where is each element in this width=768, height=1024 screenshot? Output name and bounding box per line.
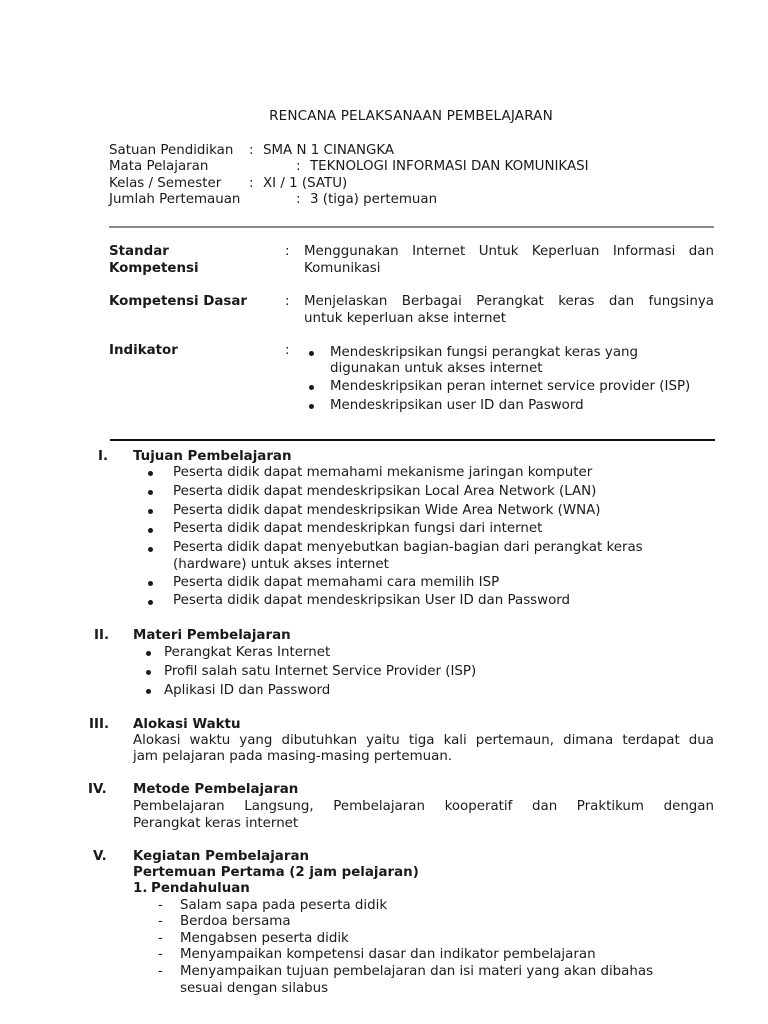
kd-text: untuk keperluan akse internet — [304, 311, 507, 326]
materi-item: Perangkat Keras Internet — [164, 645, 331, 660]
bullet-icon — [148, 600, 153, 605]
identity-label-satuan: Satuan Pendidikan — [109, 143, 234, 158]
identity-sep: : — [249, 176, 254, 191]
tujuan-item: Peserta didik dapat menyebutkan bagian-bagian dari perangkat keras — [173, 540, 643, 555]
section-numeral: III. — [89, 717, 110, 732]
identity-sep: : — [249, 143, 254, 158]
identity-value-kelas: XI / 1 (SATU) — [263, 176, 348, 191]
section-heading: Materi Pembelajaran — [133, 628, 291, 643]
step-label: Pendahuluan — [151, 881, 250, 896]
identity-sep: : — [296, 192, 301, 207]
bullet-icon — [309, 404, 314, 409]
tujuan-item: Peserta didik dapat mendeskripsikan Local Area Network (LAN) — [173, 484, 597, 499]
indikator-sep: : — [285, 343, 290, 358]
meeting-subheading: Pertemuan Pertama (2 jam pelajaran) — [133, 865, 419, 880]
bullet-icon — [309, 385, 314, 390]
identity-value-mapel: TEKNOLOGI INFORMASI DAN KOMUNIKASI — [310, 159, 589, 174]
section-numeral: II. — [94, 628, 110, 643]
bullet-icon — [148, 490, 153, 495]
kegiatan-item: Salam sapa pada peserta didik — [180, 898, 388, 913]
divider-main — [110, 439, 715, 441]
standar-label: Standar — [109, 244, 169, 259]
dash-icon: - — [158, 964, 163, 979]
dash-icon: - — [158, 914, 163, 929]
standar-sep: : — [285, 244, 290, 259]
indikator-item: digunakan untuk akses internet — [330, 361, 543, 376]
tujuan-item: Peserta didik dapat mendeskripsikan Wide Area Network (WNA) — [173, 503, 601, 518]
standar-text: Menggunakan Internet Untuk Keperluan Informasi dan — [304, 244, 714, 259]
section-heading: Kegiatan Pembelajaran — [133, 849, 310, 864]
identity-sep: : — [296, 159, 301, 174]
bullet-icon — [148, 581, 153, 586]
kegiatan-item: Berdoa bersama — [180, 914, 291, 929]
identity-value-jumlah: 3 (tiga) pertemuan — [310, 192, 438, 207]
bullet-icon — [148, 509, 153, 514]
section-numeral: I. — [98, 449, 109, 464]
indikator-item: Mendeskripsikan fungsi perangkat keras yang — [330, 345, 639, 360]
standar-text: Komunikasi — [304, 261, 381, 276]
dash-icon: - — [158, 898, 163, 913]
section-heading: Tujuan Pembelajaran — [133, 449, 292, 464]
tujuan-item: (hardware) untuk akses internet — [173, 557, 389, 572]
kegiatan-item: Menyampaikan kompetensi dasar dan indikator pembelajaran — [180, 947, 596, 962]
alokasi-text: jam pelajaran pada masing-masing pertemuan. — [133, 749, 453, 764]
bullet-icon — [148, 471, 153, 476]
dash-icon: - — [158, 947, 163, 962]
materi-item: Profil salah satu Internet Service Provider (ISP) — [164, 664, 477, 679]
section-numeral: IV. — [88, 782, 107, 797]
bullet-icon — [309, 351, 314, 356]
standar-label: Kompetensi — [109, 261, 199, 276]
section-numeral: V. — [93, 849, 107, 864]
metode-text: Perangkat keras internet — [133, 816, 299, 831]
kd-label: Kompetensi Dasar — [109, 294, 247, 309]
indikator-item: Mendeskripsikan peran internet service provider (ISP) — [330, 379, 691, 394]
tujuan-item: Peserta didik dapat memahami cara memilih ISP — [173, 575, 500, 590]
indikator-item: Mendeskripsikan user ID dan Pasword — [330, 398, 584, 413]
document-title: RENCANA PELAKSANAAN PEMBELAJARAN — [269, 108, 553, 124]
identity-value-satuan: SMA N 1 CINANGKA — [263, 143, 395, 158]
tujuan-item: Peserta didik dapat mendeskripkan fungsi dari internet — [173, 521, 543, 536]
kegiatan-item: Menyampaikan tujuan pembelajaran dan isi materi yang akan dibahas — [180, 964, 654, 979]
bullet-icon — [148, 547, 153, 552]
identity-label-jumlah: Jumlah Pertemauan — [109, 192, 241, 207]
tujuan-item: Peserta didik dapat memahami mekanisme jaringan komputer — [173, 465, 593, 480]
step-number: 1. — [133, 881, 148, 896]
bullet-icon — [146, 689, 151, 694]
kegiatan-item: Mengabsen peserta didik — [180, 931, 349, 946]
identity-label-mapel: Mata Pelajaran — [109, 159, 209, 174]
section-heading: Metode Pembelajaran — [133, 782, 299, 797]
bullet-icon — [148, 528, 153, 533]
bullet-icon — [146, 670, 151, 675]
indikator-label: Indikator — [109, 343, 178, 358]
alokasi-text: Alokasi waktu yang dibutuhkan yaitu tiga kali pertemaun, dimana terdapat dua — [133, 733, 714, 748]
tujuan-item: Peserta didik dapat mendeskripsikan User ID dan Password — [173, 593, 571, 608]
kd-sep: : — [285, 294, 290, 309]
dash-icon: - — [158, 931, 163, 946]
divider-top — [109, 226, 714, 228]
materi-item: Aplikasi ID dan Password — [164, 683, 331, 698]
metode-text: Pembelajaran Langsung, Pembelajaran kooperatif dan Praktikum dengan — [133, 799, 714, 814]
section-heading: Alokasi Waktu — [133, 717, 241, 732]
identity-label-kelas: Kelas / Semester — [109, 176, 222, 191]
bullet-icon — [146, 651, 151, 656]
kegiatan-item: sesuai dengan silabus — [180, 981, 329, 996]
kd-text: Menjelaskan Berbagai Perangkat keras dan fungsinya — [304, 294, 714, 309]
